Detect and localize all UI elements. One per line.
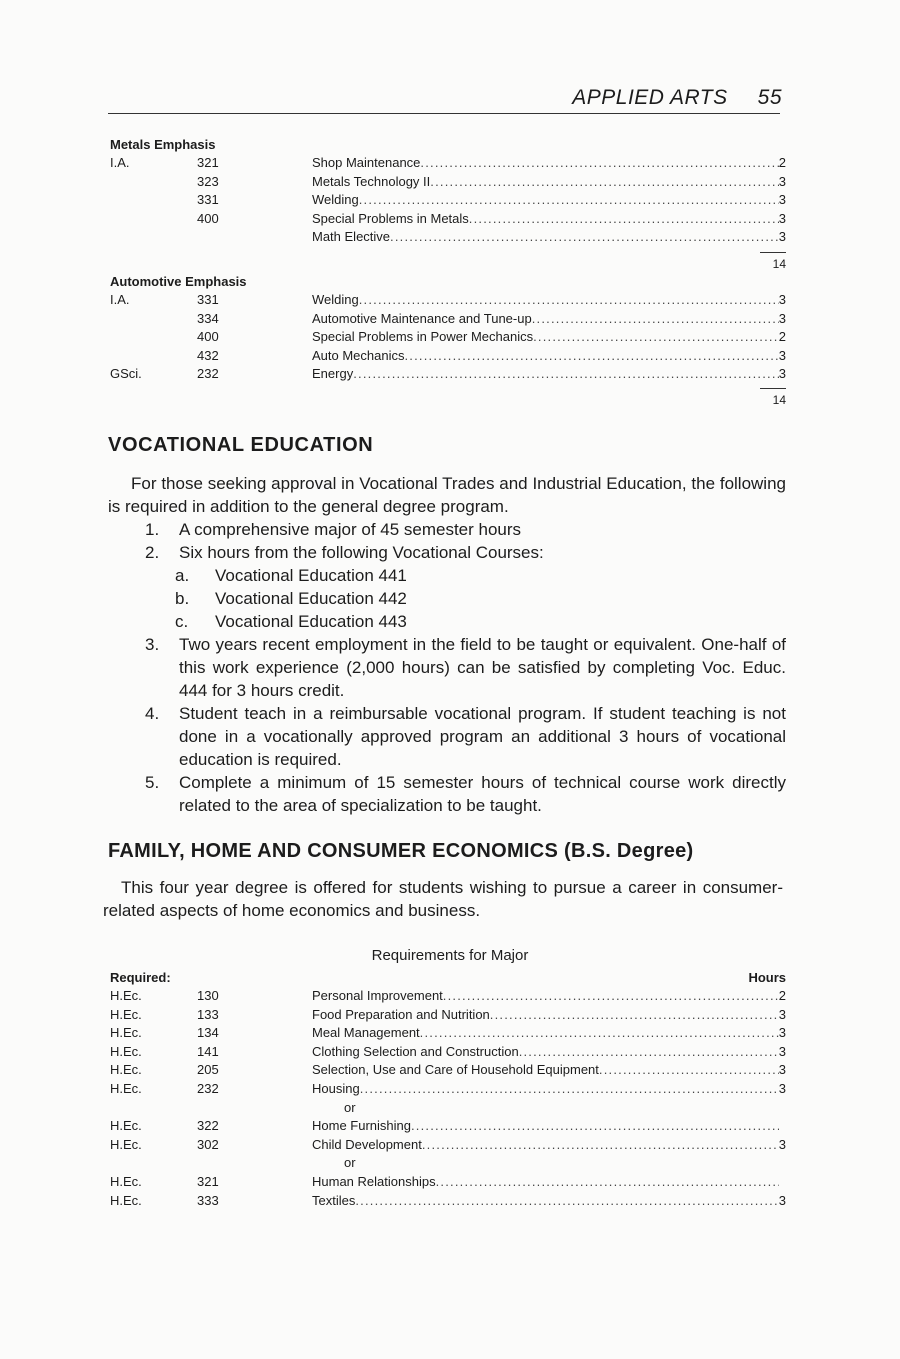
course-dept: H.Ec. — [110, 1173, 142, 1189]
family-heading: FAMILY, HOME AND CONSUMER ECONOMICS (B.S. Degree) — [108, 840, 694, 862]
dot-leader — [519, 1043, 779, 1062]
course-dept — [110, 347, 197, 366]
sub-item-letter: b. — [175, 589, 190, 608]
course-dept — [110, 228, 197, 247]
course-row — [110, 1043, 786, 1062]
course-dept: H.Ec. — [110, 1043, 142, 1059]
item-number: 4. — [145, 704, 160, 723]
course-row — [110, 1061, 786, 1080]
item-text: A comprehensive major of 45 semester hours — [179, 520, 522, 539]
course-title: Shop Maintenance — [312, 155, 421, 170]
course-number: 323 — [197, 173, 219, 189]
course-title: Personal Improvement — [312, 988, 443, 1003]
course-title: Textiles — [312, 1192, 356, 1208]
course-row — [110, 987, 786, 1006]
course-row — [110, 210, 786, 229]
course-number: 141 — [197, 1043, 219, 1059]
sub-item-text: Vocational Education 441 — [215, 566, 407, 585]
list-item — [108, 771, 786, 817]
metals-heading: Metals Emphasis — [110, 137, 216, 152]
dot-leader — [490, 1006, 779, 1025]
course-number — [197, 228, 312, 247]
page-number: 55 — [757, 86, 782, 109]
vocational-intro: For those seeking approval in Vocational Trades and Industrial Education, the following is required in addition to the general degree program. — [108, 474, 786, 516]
automotive-heading: Automotive Emphasis — [110, 274, 247, 289]
course-hours: 3 — [778, 173, 786, 189]
vocational-requirements-list — [108, 518, 786, 817]
course-hours: 3 — [778, 1006, 786, 1022]
sub-list-item — [108, 564, 786, 587]
course-hours: 2 — [778, 988, 786, 1003]
dot-leader — [360, 1080, 779, 1099]
dot-leader — [420, 154, 778, 173]
course-number: 130 — [197, 988, 219, 1003]
sub-list-item — [108, 587, 786, 610]
course-title: Welding — [312, 292, 359, 307]
course-number: 322 — [197, 1118, 219, 1134]
course-row — [110, 1080, 786, 1099]
course-number: 232 — [197, 366, 219, 382]
course-row — [110, 1136, 786, 1155]
item-number: 5. — [145, 773, 160, 792]
course-number: 400 — [197, 210, 219, 226]
dot-leader — [532, 310, 779, 329]
course-dept — [110, 173, 197, 192]
course-dept: H.Ec. — [110, 1118, 142, 1134]
course-row — [110, 291, 786, 310]
metals-total: 14 — [760, 252, 786, 271]
sub-item-text: Vocational Education 443 — [215, 612, 407, 631]
course-hours: 3 — [778, 1043, 786, 1059]
item-number: 1. — [145, 520, 160, 539]
course-hours: 2 — [778, 155, 786, 170]
course-row — [110, 191, 786, 210]
or-label: or — [344, 1155, 356, 1171]
course-number: 333 — [197, 1192, 219, 1208]
course-number: 321 — [197, 155, 219, 170]
dot-leader — [436, 1173, 779, 1192]
hours-label: Hours — [748, 970, 786, 985]
course-hours: 3 — [778, 210, 786, 226]
spacer — [197, 1154, 312, 1173]
course-number: 133 — [197, 1006, 219, 1022]
course-dept: H.Ec. — [110, 1062, 142, 1078]
course-title: Metals Technology II — [312, 173, 431, 189]
dot-leader — [533, 328, 779, 347]
course-title: Automotive Maintenance and Tune-up — [312, 310, 532, 326]
course-hours: 3 — [778, 229, 786, 245]
dot-leader — [469, 210, 779, 229]
metals-course-list — [110, 154, 786, 247]
course-dept: H.Ec. — [110, 1136, 142, 1152]
course-hours: 3 — [778, 292, 786, 307]
item-text: Six hours from the following Vocational Courses: — [179, 543, 544, 562]
course-hours — [779, 1173, 786, 1192]
item-text: Two years recent employment in the field to be taught or equivalent. One-half of this work experience (2,000 hours) can be satisfied by completing Voc. Educ. 444 for 3 hours credit. — [179, 635, 786, 700]
course-title: Human Relationships — [312, 1173, 436, 1189]
dot-leader — [420, 1024, 779, 1043]
course-title: Welding — [312, 192, 359, 208]
course-hours: 3 — [778, 347, 786, 363]
section-title: APPLIED ARTS — [572, 86, 728, 109]
required-label: Required: — [110, 970, 171, 985]
course-dept — [110, 310, 197, 329]
course-title: Special Problems in Power Mechanics — [312, 329, 534, 345]
dot-leader — [359, 291, 779, 310]
list-item — [108, 633, 786, 702]
item-number: 3. — [145, 635, 160, 654]
item-number: 2. — [145, 543, 160, 562]
course-title: Housing — [312, 1080, 360, 1096]
spacer — [197, 1099, 312, 1118]
course-number: 331 — [197, 292, 219, 307]
spacer — [110, 1154, 197, 1173]
family-intro: This four year degree is offered for students wishing to pursue a career in consumer-related aspects of home economics and business. — [103, 878, 783, 920]
list-item — [108, 702, 786, 771]
course-number: 400 — [197, 329, 219, 345]
course-row — [110, 1192, 786, 1211]
course-title: Special Problems in Metals — [312, 210, 469, 226]
spacer — [110, 1099, 197, 1118]
sub-item-letter: a. — [175, 566, 190, 585]
course-dept: H.Ec. — [110, 1080, 142, 1096]
course-title: Food Preparation and Nutrition — [312, 1006, 490, 1022]
automotive-course-list — [110, 291, 786, 384]
sub-item-text: Vocational Education 442 — [215, 589, 407, 608]
or-row — [110, 1099, 786, 1118]
course-title: Selection, Use and Care of Household Equipment — [312, 1062, 599, 1078]
dot-leader — [353, 365, 779, 384]
requirements-title: Requirements for Major — [371, 947, 529, 964]
course-dept — [110, 210, 197, 229]
course-number: 334 — [197, 310, 219, 326]
dot-leader — [422, 1136, 779, 1155]
course-dept: H.Ec. — [110, 1006, 142, 1022]
course-dept: H.Ec. — [110, 1025, 142, 1041]
list-item — [108, 541, 786, 564]
course-row — [110, 154, 786, 173]
course-row — [110, 228, 786, 247]
or-row — [110, 1154, 786, 1173]
course-number: 134 — [197, 1025, 219, 1041]
course-row — [110, 1024, 786, 1043]
vocational-heading: VOCATIONAL EDUCATION — [108, 434, 374, 456]
sub-list-item — [108, 610, 786, 633]
course-number: 432 — [197, 347, 219, 363]
dot-leader — [355, 1192, 778, 1211]
course-title: Auto Mechanics — [312, 347, 405, 363]
course-dept: GSci. — [110, 366, 142, 382]
item-text: Student teach in a reimbursable vocational program. If student teaching is not done in a vocationally approved program an additional 3 hours of vocational education is required. — [179, 704, 786, 769]
dot-leader — [405, 347, 779, 366]
course-number: 302 — [197, 1136, 219, 1152]
or-label: or — [344, 1099, 356, 1115]
vocational-section — [108, 472, 786, 817]
course-row — [110, 173, 786, 192]
course-row — [110, 347, 786, 366]
course-number: 321 — [197, 1173, 219, 1189]
course-row — [110, 328, 786, 347]
course-dept — [110, 191, 197, 210]
course-hours: 3 — [778, 192, 786, 208]
course-dept: I.A. — [110, 292, 130, 307]
course-hours: 2 — [778, 329, 786, 345]
family-course-list — [110, 987, 786, 1210]
course-dept: I.A. — [110, 155, 130, 170]
course-title: Clothing Selection and Construction — [312, 1043, 519, 1059]
sub-item-letter: c. — [175, 612, 189, 631]
list-item — [108, 518, 786, 541]
course-row — [110, 1006, 786, 1025]
dot-leader — [411, 1117, 779, 1136]
course-hours: 3 — [778, 1080, 786, 1096]
course-title: Meal Management — [312, 1025, 420, 1041]
course-dept: H.Ec. — [110, 1192, 142, 1208]
course-row — [110, 365, 786, 384]
course-title: Energy — [312, 366, 354, 382]
course-hours: 3 — [778, 1136, 786, 1152]
course-dept: H.Ec. — [110, 988, 142, 1003]
course-title: Home Furnishing — [312, 1118, 411, 1134]
dot-leader — [430, 173, 778, 192]
header-rule — [108, 113, 780, 114]
course-dept — [110, 328, 197, 347]
course-hours — [779, 1117, 786, 1136]
dot-leader — [390, 228, 779, 247]
item-text: Complete a minimum of 15 semester hours of technical course work directly related to the area of specialization to be taught. — [179, 773, 786, 815]
course-title: Math Elective — [312, 229, 391, 245]
automotive-total: 14 — [760, 388, 786, 407]
course-row — [110, 310, 786, 329]
course-number: 232 — [197, 1080, 219, 1096]
course-hours: 3 — [778, 1025, 786, 1041]
course-hours: 3 — [778, 310, 786, 326]
course-title: Child Development — [312, 1136, 422, 1152]
dot-leader — [359, 191, 779, 210]
course-hours: 3 — [778, 366, 786, 382]
course-number: 205 — [197, 1062, 219, 1078]
course-row — [110, 1173, 786, 1192]
running-head — [572, 86, 782, 110]
course-number: 331 — [197, 192, 219, 208]
dot-leader — [443, 987, 779, 1006]
course-row — [110, 1117, 786, 1136]
dot-leader — [599, 1061, 779, 1080]
course-hours: 3 — [778, 1062, 786, 1078]
course-hours: 3 — [778, 1192, 786, 1208]
